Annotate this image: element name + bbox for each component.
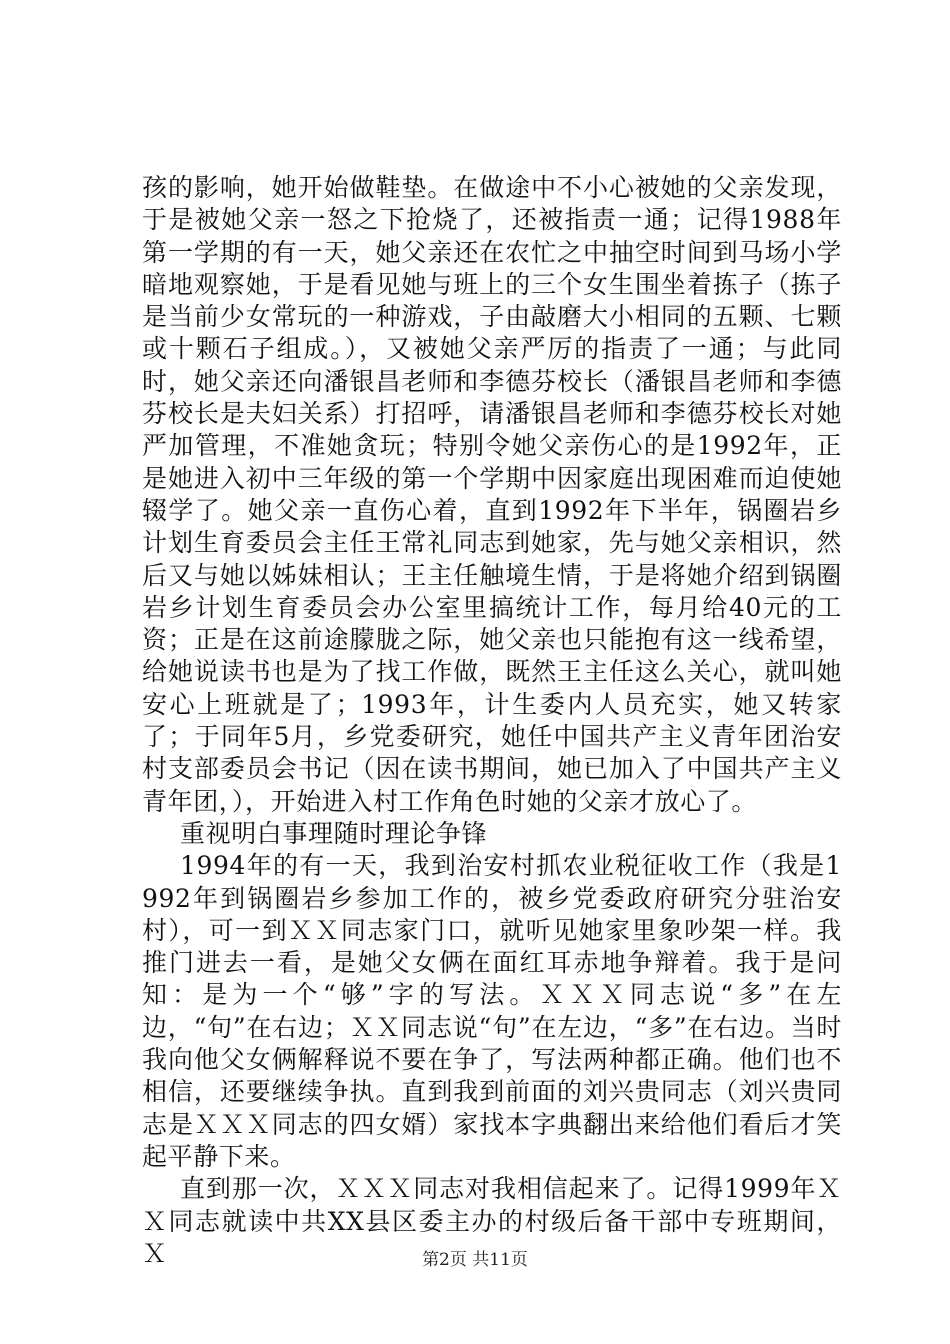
paragraph-1: 孩的影响，她开始做鞋垫。在做途中不小心被她的父亲发现，于是被她父亲一怒之下抢烧了，还被指责一通；记得1988年第一学期的有一天，她父亲还在农忙之中抽空时间到马场小学暗地观察她，于是看见她与班上的三个女生围坐着拣子（拣子是当前少女常玩的一种游戏，子由敲磨大小相同的五颗、七颗或十颗石子组成。），又被她父亲严厉的指责了一通；与此同时，她父亲还向潘银昌老师和李德芬校长（潘银昌老师和李德芬校长是夫妇关系）打招呼，请潘银昌老师和李德芬校长对她严加管理，不准她贪玩；特别令她父亲伤心的是1992年，正是她进入初中三年级的第一个学期中因家庭出现困难而迫使她辍学了。她父亲一直伤心着，直到1992年下半年，锅圈岩乡计划生育委员会主任王常礼同志到她家，先与她父亲相识，然后又与她以姊妹相认；王主任触境生情，于是将她介绍到锅圈岩乡计划生育委员会办公室里搞统计工作，每月给40元的工资；正是在这前途朦胧之际，她父亲也只能抱有这一线希望，给她说读书也是为了找工作做，既然王主任这么关心，就叫她安心上班就是了；1993年，计生委内人员充实，她又转家了；于同年5月，乡党委研究，她任中国共产主义青年团治安村支部委员会书记（因在读书期间，她已加入了中国共产主义青年团，），开始进入村工作角色时她的父亲才放心了。 [142,173,842,816]
paragraph-4: 直到那一次，ＸＸＸ同志对我相信起来了。记得1999年ＸＸ同志就读中共XX县区委主办的村级后备干部中专班期间，Ｘ [142,1174,842,1268]
document-body [142,172,842,1270]
paragraph-3: 1994年的有一天，我到治安村抓农业税征收工作（我是1992年到锅圈岩乡参加工作的，被乡党委政府研究分驻治安村），可一到ＸＸ同志家门口，就听见她家里象吵架一样。我推门进去一看，是她父女俩在面红耳赤地争辩着。我于是问知：是为一个“够”字的写法。ＸＸＸ同志说“多”在左边，“句”在右边；ＸＸ同志说“句”在左边，“多”在右边。当时我向他父女俩解释说不要在争了，写法两种都正确。他们也不相信，还要继续争执。直到我到前面的刘兴贵同志（刘兴贵同志是ＸＸＸ同志的四女婿）家找本字典翻出来给他们看后才笑起平静下来。 [142,851,842,1171]
section-heading: 重视明白事理随时理论争锋 [180,818,488,848]
page-number-footer: 第2页 共11页 [422,1250,528,1270]
